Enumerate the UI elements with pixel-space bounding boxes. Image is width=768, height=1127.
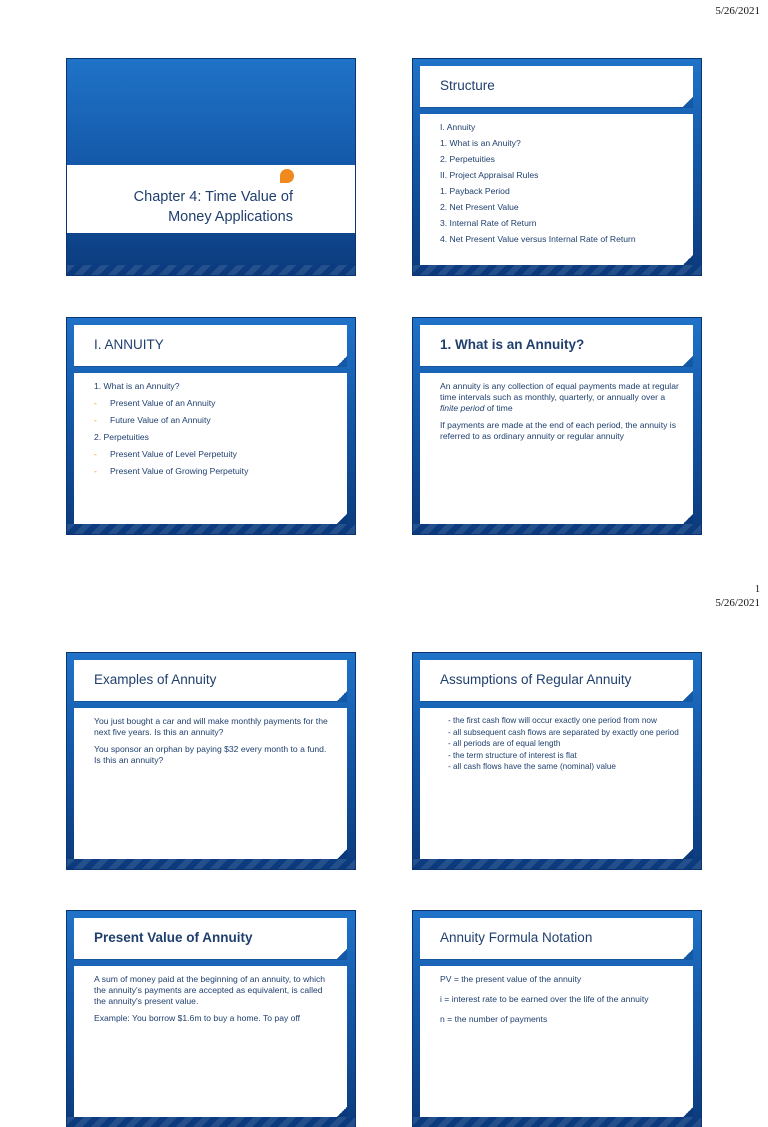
slide-body [420, 966, 693, 1117]
slide-title: 1. What is an Annuity? [440, 337, 585, 352]
slide-title-box [420, 918, 693, 959]
definition-paragraph: An annuity is any collection of equal payments made at regular time intervals such as monthly, quarterly, or annually over a finite period of time [440, 381, 679, 413]
assumption-item: - all subsequent cash flows are separated by exactly one period [448, 727, 679, 737]
annuity-subitem: - Future Value of an Annuity [94, 415, 335, 426]
slide-examples [67, 653, 355, 869]
notation-item: PV = the present value of the annuity [440, 974, 582, 984]
slide-title-box [420, 66, 693, 107]
notation-item: i = interest rate to be earned over the life of the annuity [440, 994, 649, 1004]
example-paragraph: You sponsor an orphan by paying $32 every month to a fund. Is this an annuity? [94, 744, 327, 765]
assumption-item: - all cash flows have the same (nominal) value [448, 762, 616, 771]
slide-title: Examples of Annuity [94, 672, 217, 687]
orange-accent-icon [280, 169, 294, 183]
slide-title-box [420, 325, 693, 366]
cover-title-line1: Chapter 4: Time Value of [133, 189, 293, 205]
page-date: 5/26/2021 [715, 5, 760, 17]
annuity-item: 2. Perpetuities [94, 432, 149, 442]
slide-present-value [67, 911, 355, 1127]
slide-what-is-annuity [413, 318, 701, 534]
slide-body [74, 966, 347, 1117]
structure-item: 4. Net Present Value versus Internal Rate of Return [440, 234, 636, 244]
pv-example: Example: You borrow $1.6m to buy a home. To pay off [94, 1013, 301, 1023]
structure-item: II. Project Appraisal Rules [440, 170, 539, 180]
slide-annuity [67, 318, 355, 534]
example-paragraph: You just bought a car and will make monthly payments for the next five years. Is this an annuity? [94, 716, 328, 737]
slide-formula-notation [413, 911, 701, 1127]
slide-title-box [74, 325, 347, 366]
slide-body [74, 708, 347, 859]
annuity-item: 1. What is an Annuity? [94, 381, 180, 391]
slide-body [420, 114, 693, 265]
slide-body [420, 373, 693, 524]
slide-body [420, 708, 693, 859]
assumption-item: - the term structure of interest is flat [448, 750, 577, 760]
ordinary-annuity-paragraph: If payments are made at the end of each period, the annuity is referred to as ordinary annuity or regular annuity [440, 420, 676, 441]
structure-item: 3. Internal Rate of Return [440, 218, 537, 228]
page-number: 1 [755, 584, 760, 595]
pv-paragraph: A sum of money paid at the beginning of an annuity, to which the annuity's payments are accepted as equivalent, is called the annuity's present value. [94, 974, 326, 1006]
assumption-item: - all periods are of equal length [448, 739, 561, 748]
slide-structure [413, 59, 701, 275]
structure-item: 1. Payback Period [440, 186, 510, 196]
page-date: 5/26/2021 [715, 597, 760, 609]
cover-title-line2: Money Applications [168, 209, 293, 225]
assumption-item: - the first cash flow will occur exactly one period from now [448, 716, 657, 725]
annuity-subitem: - Present Value of Growing Perpetuity [94, 466, 335, 477]
annuity-subitem: - Present Value of an Annuity [94, 398, 335, 409]
slide-title-box [74, 918, 347, 959]
slide-title: Structure [440, 78, 495, 93]
slide-assumptions [413, 653, 701, 869]
cover-title [134, 187, 293, 227]
slide-title: Present Value of Annuity [94, 930, 253, 945]
title-band-right [299, 165, 355, 233]
structure-item: I. Annuity [440, 122, 476, 132]
notation-item: n = the number of payments [440, 1014, 548, 1024]
slide-cover [67, 59, 355, 275]
slide-title: I. ANNUITY [94, 337, 164, 352]
structure-item: 1. What is an Anuity? [440, 138, 521, 148]
structure-item: 2. Perpetuities [440, 154, 495, 164]
slide-title-box [74, 660, 347, 701]
slide-title: Annuity Formula Notation [440, 930, 593, 945]
structure-item: 2. Net Present Value [440, 202, 519, 212]
slide-title: Assumptions of Regular Annuity [440, 672, 632, 687]
slide-body [74, 373, 347, 524]
slide-title-box [420, 660, 693, 701]
annuity-subitem: - Present Value of Level Perpetuity [94, 449, 335, 460]
